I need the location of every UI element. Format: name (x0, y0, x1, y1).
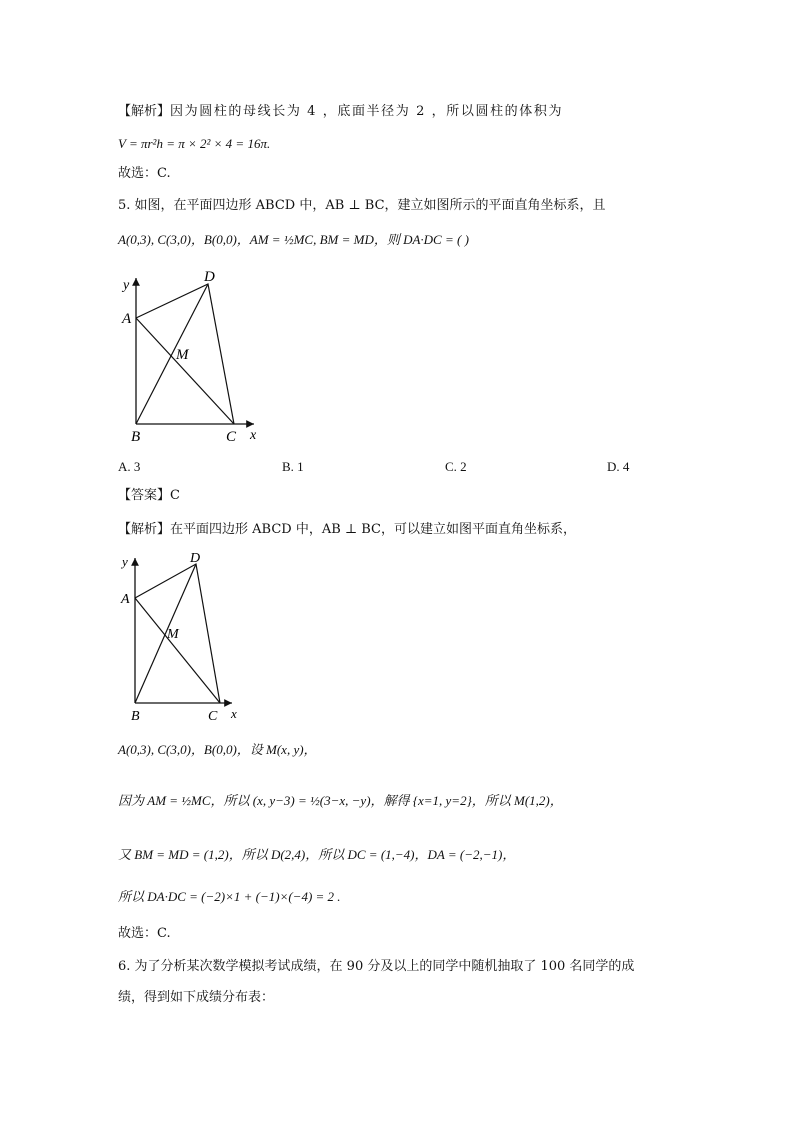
q5-solution-line-1: A(0,3), C(3,0)，B(0,0)，设 M(x, y)， (118, 742, 317, 757)
label-b: B (131, 429, 141, 445)
q5-answer: 【答案】C (118, 488, 180, 503)
label-c-2: C (208, 709, 218, 724)
label-b-2: B (131, 709, 140, 724)
label-d: D (204, 269, 215, 285)
label-d-2: D (190, 551, 201, 566)
q5-solution-line-2: 因为 AM = ½MC，所以 (x, y−3) = ½(3−x, −y)，解得 {x=1, y=2}，所以 M(1,2)， (118, 793, 563, 808)
q5-solution-line-3: 又 BM = MD = (1,2)，所以 D(2,4)，所以 DC = (1,−4)，DA = (−2,−1)， (118, 847, 516, 862)
prev-analysis-head: 【解析】 (118, 104, 171, 119)
q5-stem: 5. 如图，在平面四边形 ABCD 中，AB ⊥ BC，建立如图所示的平面直角坐标系，且 (118, 198, 606, 213)
q6-line-2: 绩，得到如下成绩分布表： (118, 990, 275, 1005)
q6-line-1: 6. 为了分析某次数学模拟考试成绩，在 90 分及以上的同学中随机抽取了 100 名同学的成 (118, 959, 635, 974)
prev-choice: 故选：C. (118, 166, 171, 181)
option-c: C. 2 (445, 459, 467, 474)
label-m: M (176, 347, 189, 363)
q5-conditions: A(0,3), C(3,0)，B(0,0)，AM = ½MC, BM = MD，则 DA·DC = ( ) (118, 232, 469, 247)
option-b: B. 1 (282, 459, 304, 474)
prev-analysis-text: 因为圆柱的母线长为 4 ，底面半径为 2 ，所以圆柱的体积为 (170, 104, 564, 119)
diag-ac-2 (135, 598, 220, 703)
diag-ac (136, 318, 234, 424)
prev-formula: V = πr²h = π × 2² × 4 = 16π. (118, 136, 271, 151)
q5-solution-figure (116, 548, 246, 726)
label-a-2: A (121, 592, 130, 607)
label-c: C (226, 429, 237, 445)
option-d: D. 4 (607, 459, 630, 474)
q5-figure (116, 266, 266, 446)
q5-analysis-head: 【解析】 (118, 522, 171, 537)
label-x-2: x (231, 706, 237, 721)
q5-solution-line-4: 所以 DA·DC = (−2)×1 + (−1)×(−4) = 2 . (118, 889, 341, 904)
q5-choice: 故选：C. (118, 926, 171, 941)
q5-analysis-text: 在平面四边形 ABCD 中，AB ⊥ BC，可以建立如图平面直角坐标系， (170, 522, 577, 537)
label-y-2: y (122, 554, 128, 569)
prev-analysis-line (118, 102, 563, 122)
label-m-2: M (167, 627, 179, 642)
option-a: A. 3 (118, 459, 141, 474)
label-y: y (123, 278, 130, 293)
diag-bd-2 (135, 564, 196, 703)
diag-bd (136, 284, 208, 424)
label-a: A (122, 311, 132, 327)
q5-analysis-line (118, 520, 576, 540)
label-x: x (250, 428, 257, 443)
